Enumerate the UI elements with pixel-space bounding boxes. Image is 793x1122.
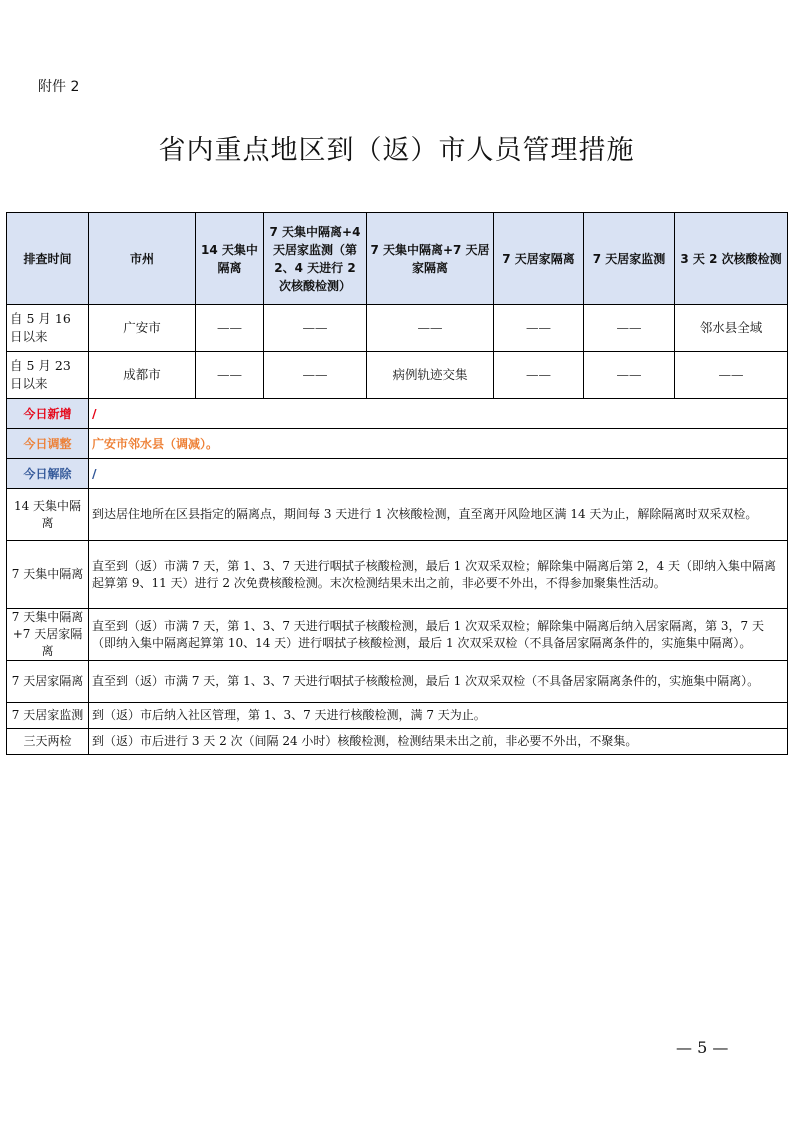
measure-row xyxy=(7,729,788,755)
measure-term: 7 天居家监测 xyxy=(7,703,89,729)
row-cell: 邻水县全域 xyxy=(675,305,788,352)
measure-term: 7 天集中隔离+7 天居家隔离 xyxy=(7,609,89,661)
col-header-7day-home-monitor: 7 天居家监测 xyxy=(584,213,675,305)
today-new-row xyxy=(7,399,788,429)
today-new-value: / xyxy=(89,399,788,429)
table-row xyxy=(7,305,788,352)
measure-row xyxy=(7,703,788,729)
row-cell: —— xyxy=(264,352,367,399)
measure-desc: 直至到（返）市满 7 天，第 1、3、7 天进行咽拭子核酸检测，最后 1 次双采双检（不具备居家隔离条件的，实施集中隔离）。 xyxy=(89,661,788,703)
col-header-3day-2test: 3 天 2 次核酸检测 xyxy=(675,213,788,305)
table-header-row xyxy=(7,213,788,305)
measure-term: 7 天集中隔离 xyxy=(7,541,89,609)
measures-table xyxy=(6,212,788,755)
row-cell: —— xyxy=(584,352,675,399)
col-header-time: 排查时间 xyxy=(7,213,89,305)
row-city: 广安市 xyxy=(89,305,196,352)
row-cell: —— xyxy=(494,352,584,399)
measure-row xyxy=(7,541,788,609)
row-cell: —— xyxy=(494,305,584,352)
today-release-label: 今日解除 xyxy=(7,459,89,489)
col-header-7day-central-4day-monitor: 7 天集中隔离+4 天居家监测（第 2、4 天进行 2 次核酸检测） xyxy=(264,213,367,305)
today-new-label: 今日新增 xyxy=(7,399,89,429)
today-adjust-row xyxy=(7,429,788,459)
table-row xyxy=(7,352,788,399)
row-cell: —— xyxy=(196,352,264,399)
col-header-7day-central-7day-home: 7 天集中隔离+7 天居家隔离 xyxy=(367,213,494,305)
row-cell: —— xyxy=(675,352,788,399)
page-title: 省内重点地区到（返）市人员管理措施 xyxy=(158,135,635,166)
row-time: 自 5 月 23 日以来 xyxy=(7,352,89,399)
attachment-label: 附件 2 xyxy=(38,79,80,95)
measure-row xyxy=(7,661,788,703)
col-header-city: 市州 xyxy=(89,213,196,305)
col-header-7day-home-isolation: 7 天居家隔离 xyxy=(494,213,584,305)
measure-row xyxy=(7,489,788,541)
row-cell: —— xyxy=(196,305,264,352)
row-cell: —— xyxy=(264,305,367,352)
today-adjust-value: 广安市邻水县（调减）。 xyxy=(89,429,788,459)
measure-desc: 直至到（返）市满 7 天，第 1、3、7 天进行咽拭子核酸检测，最后 1 次双采双检；解除集中隔离后纳入居家隔离，第 3，7 天（即纳入集中隔离起算第 10、14 天）进行咽拭子核酸检测，最后 1 次双采双检（不具备居家隔离条件的，实施集中隔离）。 xyxy=(89,609,788,661)
col-header-14day-central: 14 天集中隔离 xyxy=(196,213,264,305)
row-cell: —— xyxy=(584,305,675,352)
row-city: 成都市 xyxy=(89,352,196,399)
row-cell: 病例轨迹交集 xyxy=(367,352,494,399)
measure-term: 14 天集中隔离 xyxy=(7,489,89,541)
measure-desc: 到达居住地所在区县指定的隔离点，期间每 3 天进行 1 次核酸检测，直至离开风险地区满 14 天为止，解除隔离时双采双检。 xyxy=(89,489,788,541)
page-number: — 5 — xyxy=(676,1038,729,1057)
today-release-row xyxy=(7,459,788,489)
measure-term: 7 天居家隔离 xyxy=(7,661,89,703)
measure-term: 三天两检 xyxy=(7,729,89,755)
measure-desc: 直至到（返）市满 7 天，第 1、3、7 天进行咽拭子核酸检测，最后 1 次双采双检；解除集中隔离后第 2，4 天（即纳入集中隔离起算第 9、11 天）进行 2 次免费核酸检测。末次检测结果未出之前，非必要不外出，不得参加聚集性活动。 xyxy=(89,541,788,609)
row-time: 自 5 月 16 日以来 xyxy=(7,305,89,352)
measure-desc: 到（返）市后进行 3 天 2 次（间隔 24 小时）核酸检测，检测结果未出之前，非必要不外出，不聚集。 xyxy=(89,729,788,755)
row-cell: —— xyxy=(367,305,494,352)
measure-row xyxy=(7,609,788,661)
measure-desc: 到（返）市后纳入社区管理，第 1、3、7 天进行核酸检测，满 7 天为止。 xyxy=(89,703,788,729)
today-release-value: / xyxy=(89,459,788,489)
today-adjust-label: 今日调整 xyxy=(7,429,89,459)
